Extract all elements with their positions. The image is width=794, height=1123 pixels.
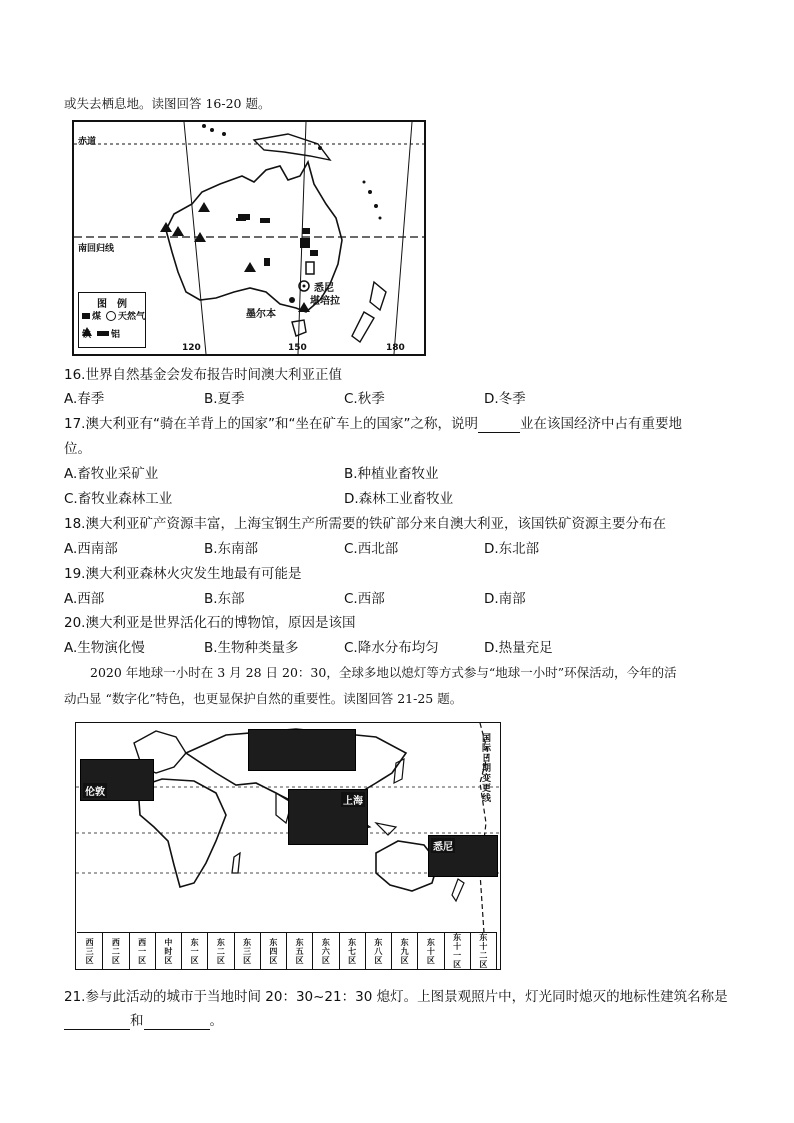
q19-option-a[interactable]: A.西部 [64,591,105,607]
q17-stem-part-a: 17.澳大利亚有“骑在羊背上的国家”和“坐在矿车上的国家”之称，说明 [64,416,478,432]
q17-option-b[interactable]: B.种植业畜牧业 [344,466,439,482]
q21-blank-2[interactable] [144,1015,210,1030]
q18-option-d[interactable]: D.东北部 [484,541,540,557]
q20-option-a[interactable]: A.生物演化慢 [64,640,145,656]
city-label-canberra: 堪培拉 [310,296,340,307]
question-16-stem: 16.世界自然基金会发布报告时间澳大利亚正值 [64,367,342,383]
legend-natgas-label: 天然气 [118,312,146,322]
bauxite-swatch-icon [97,331,109,336]
q18-option-a[interactable]: A.西南部 [64,541,118,557]
photo-landmark-top [248,729,356,771]
zone-cell: 东一区 [182,933,208,969]
photo-sydney [428,835,498,877]
q17-answer-blank[interactable] [478,418,520,433]
legend-coal-label: 煤 [92,312,102,322]
zone-cell: 东二区 [208,933,234,969]
lon-label-120: 120 [182,343,201,353]
q19-option-c[interactable]: C.西部 [344,591,385,607]
tropic-label: 南回归线 [78,244,115,254]
legend-row-1 [82,309,145,322]
iron-triangle-icon [82,327,92,336]
legend-row-2 [82,327,120,340]
question-17-stem [64,415,682,433]
q17-option-d[interactable]: D.森林工业畜牧业 [344,491,454,507]
q17-stem-part-b: 业在该国经济中占有重要地 [519,416,682,432]
q21-blank-1[interactable] [64,1015,130,1030]
zone-cell: 东八区 [366,933,392,969]
zone-cell: 东六区 [313,933,339,969]
zone-cell: 东十区 [418,933,444,969]
q16-option-b[interactable]: B.夏季 [204,391,245,407]
australia-map [72,120,426,356]
city-label-melbourne: 墨尔本 [246,309,276,320]
zone-cell: 西二区 [103,933,129,969]
question-20-stem: 20.澳大利亚是世界活化石的博物馆，原因是该国 [64,615,356,631]
city-label-sydney: 悉尼 [314,283,334,294]
question-21-stem: 21.参与此活动的城市于当地时间 20：30~21：30 熄灯。上图景观照片中，灯光同时熄灭的地标性建筑名称是 [64,989,728,1005]
photo-shanghai [288,789,368,845]
zone-cell: 西一区 [130,933,156,969]
photo-label-london: 伦敦 [83,783,107,798]
legend-title: 图 例 [97,299,127,310]
q16-option-d[interactable]: D.冬季 [484,391,526,407]
photo-label-shanghai: 上海 [341,792,365,807]
q19-option-b[interactable]: B.东部 [204,591,245,607]
intro-text-2-line-1: 2020 年地球一小时在 3 月 28 日 20：30，全球多地以熄灯等方式参与“地球一小时”环保活动，今年的活 [90,665,677,680]
q17-option-c[interactable]: C.畜牧业森林工业 [64,491,173,507]
zone-cell: 东三区 [235,933,261,969]
equator-label: 赤道 [78,137,97,147]
lon-label-150: 150 [288,343,307,353]
intro-text-1: 或失去栖息地。读图回答 16-20 题。 [64,96,271,111]
q21-and: 和 [130,1013,144,1029]
zone-cell: 东九区 [392,933,418,969]
dateline-label: 国际日期变更线 [480,733,490,803]
q18-option-b[interactable]: B.东南部 [204,541,259,557]
q21-end: 。 [209,1013,223,1029]
map-legend [78,292,146,348]
photo-label-sydney: 悉尼 [431,838,455,853]
legend-bauxite-label: 铝 [111,330,121,340]
question-18-stem: 18.澳大利亚矿产资源丰富，上海宝钢生产所需要的铁矿部分来自澳大利亚，该国铁矿资源主要分布在 [64,516,666,532]
q19-option-d[interactable]: D.南部 [484,591,526,607]
q18-option-c[interactable]: C.西北部 [344,541,399,557]
zone-cell: 东七区 [340,933,366,969]
intro-text-2-line-2: 动凸显 “数字化”特色，也更显保护自然的重要性。读图回答 21-25 题。 [64,691,463,706]
q20-option-c[interactable]: C.降水分布均匀 [344,640,439,656]
zone-cell: 中时区 [156,933,182,969]
coal-swatch-icon [82,313,90,319]
q16-option-a[interactable]: A.春季 [64,391,105,407]
q20-option-d[interactable]: D.热量充足 [484,640,553,656]
zone-cell: 东五区 [287,933,313,969]
q21-answer-line [64,1012,223,1030]
zone-cell: 西三区 [77,933,103,969]
natgas-swatch-icon [106,311,116,321]
zone-cell: 东十二区 [471,933,497,969]
lon-label-180: 180 [386,343,405,353]
q17-stem-part-c: 位。 [64,441,91,457]
zone-cell: 东四区 [261,933,287,969]
zone-cell: 东十一区 [445,933,471,969]
q17-option-a[interactable]: A.畜牧业采矿业 [64,466,159,482]
q20-option-b[interactable]: B.生物种类量多 [204,640,299,656]
photo-london [80,759,154,801]
time-zone-strip [77,932,497,969]
question-19-stem: 19.澳大利亚森林火灾发生地最有可能是 [64,566,302,582]
q16-option-c[interactable]: C.秋季 [344,391,385,407]
